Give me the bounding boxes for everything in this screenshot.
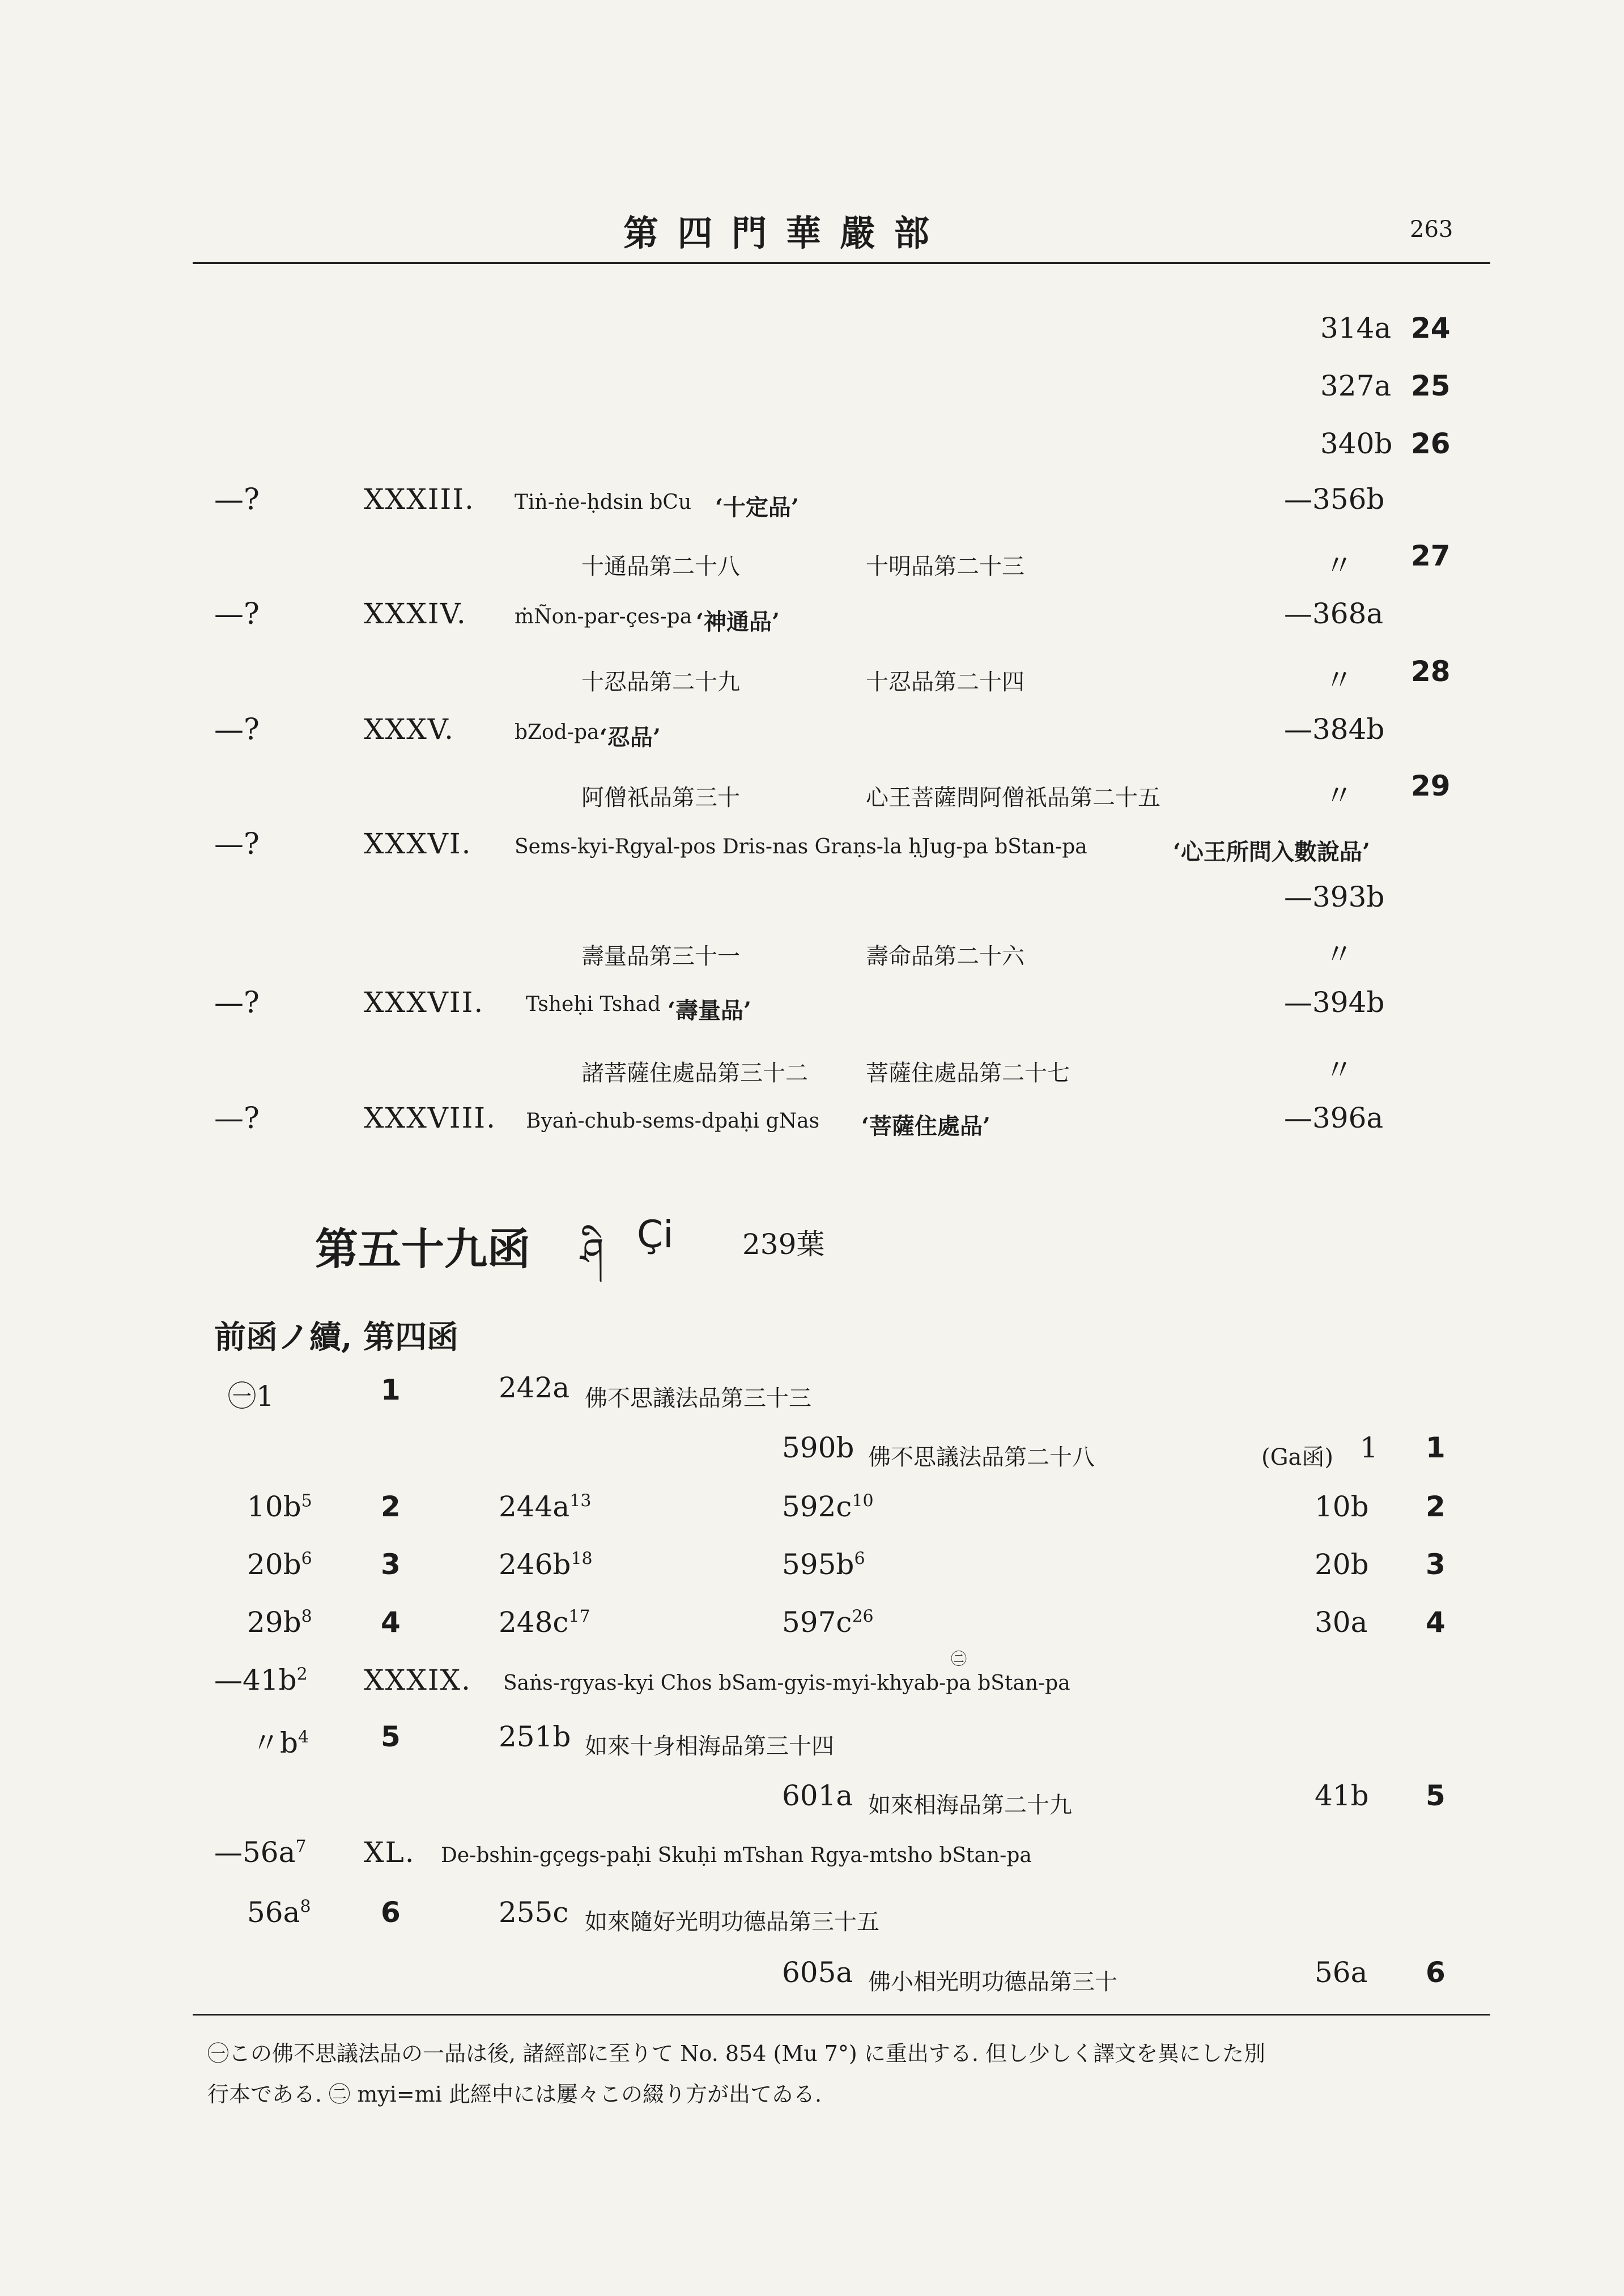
footnote-marker: ㊁ [951, 1649, 967, 1668]
ref-page: —396a [1284, 1102, 1384, 1134]
table-cell: $597c^{26}$ [782, 1606, 874, 1639]
header-rule [193, 262, 1490, 264]
chinese-parallel-left: 諸菩薩住處品第三十二 [581, 1060, 808, 1086]
ref-page: —368a [1284, 597, 1384, 630]
chapter-chinese: ‘忍品’ [600, 724, 661, 751]
tibetan-letter: ཤི [580, 1230, 604, 1274]
ref-page: —384b [1284, 713, 1385, 746]
footnote-line: ㊀この佛不思議法品の一品は後, 諸經部に至りて No. 854 (Mu 7°) に重出する. 但し少しく譯文を異にした別 [207, 2041, 1265, 2066]
chapter-chinese: ‘十定品’ [715, 494, 799, 521]
table-cell: 601a [782, 1779, 853, 1812]
chapter-ref: $—56a^7$ [214, 1836, 307, 1869]
table-cell: $29b^8$ [247, 1606, 312, 1639]
chapter-mark: —? [214, 986, 260, 1020]
chinese-parallel-left: 阿僧祇品第三十 [581, 785, 740, 811]
section-leaves: 239葉 [742, 1228, 825, 1261]
ditto-mark: 〃 [1325, 1053, 1353, 1086]
fascicle-number: 24 [1411, 312, 1451, 345]
chapter-tibetan: Sems-kyi-Rgyal-pos Dris-nas Graṇs-la ḥJug-pa bStan-pa [515, 835, 1087, 858]
ref-page: 327a [1320, 369, 1392, 402]
fascicle-number: 27 [1411, 539, 1451, 572]
chapter-chinese: ‘神通品’ [696, 609, 780, 635]
chinese-parallel-right: 十明品第二十三 [866, 554, 1024, 580]
chinese-parallel-left: 十通品第二十八 [581, 554, 740, 580]
chinese-parallel-right: 心王菩薩問阿僧祇品第二十五 [866, 785, 1160, 811]
fascicle-number: 26 [1411, 427, 1451, 460]
table-cell: 251b [499, 1720, 571, 1753]
table-cell: 如來相海品第二十九 [868, 1792, 1072, 1818]
table-cell: 1 [1426, 1431, 1446, 1464]
chapter-tibetan: Tsheḥi Tshad [526, 993, 661, 1016]
chapter-ref: $—41b^2$ [214, 1664, 308, 1697]
table-cell: 10b [1315, 1490, 1369, 1523]
table-cell: 30a [1315, 1606, 1368, 1639]
footnote-line: 行本である. ㊁ myi=mi 此經中には屢々この綴り方が出てゐる. [207, 2082, 822, 2107]
table-cell: 〃$b^4$ [252, 1727, 309, 1759]
table-cell: 6 [1426, 1956, 1446, 1989]
table-cell: 2 [1426, 1490, 1446, 1523]
table-cell: 590b [782, 1431, 854, 1464]
ditto-mark: 〃 [1325, 938, 1353, 971]
ditto-mark: 〃 [1325, 549, 1353, 582]
chapter-mark: —? [214, 827, 260, 861]
ditto-mark: 〃 [1325, 779, 1353, 812]
ref-page: —394b [1284, 986, 1385, 1019]
table-cell: $10b^5$ [247, 1490, 312, 1523]
running-header-title: 第 四 門 華 嚴 部 [623, 212, 933, 254]
table-cell: 605a [782, 1956, 853, 1989]
chapter-roman: XXXIV. [364, 597, 467, 630]
table-cell: 5 [1426, 1779, 1446, 1812]
table-cell: 4 [1426, 1606, 1446, 1639]
page-number: 263 [1410, 216, 1453, 243]
table-cell: ㊀1 [228, 1380, 274, 1413]
chapter-mark: —? [214, 713, 260, 747]
chinese-parallel-left: 十忍品第二十九 [581, 669, 740, 695]
table-cell: 如來隨好光明功德品第三十五 [585, 1909, 879, 1935]
chapter-tibetan: Saṅs-rgyas-kyi Chos bSam-gyis-myi-khyab-pa bStan-pa [503, 1672, 1070, 1695]
table-cell: $20b^6$ [247, 1548, 312, 1581]
section-subtitle: 前函ノ續, 第四函 [214, 1319, 458, 1356]
ref-page: —356b [1284, 483, 1385, 516]
table-cell: 1 [1360, 1431, 1378, 1464]
chinese-parallel-right: 十忍品第二十四 [866, 669, 1024, 695]
chinese-parallel-right: 壽命品第二十六 [866, 943, 1024, 970]
chapter-chinese: ‘壽量品’ [668, 997, 751, 1024]
table-cell: 41b [1315, 1779, 1369, 1812]
ref-page: —393b [1284, 881, 1385, 913]
table-cell: 佛小相光明功德品第三十 [868, 1969, 1117, 1995]
table-cell: 佛不思議法品第二十八 [868, 1444, 1095, 1470]
table-cell: 1 [381, 1374, 401, 1406]
chapter-roman: XXXVII. [364, 986, 484, 1019]
chapter-chinese: ‘心王所問入數說品’ [1173, 839, 1370, 865]
chapter-roman: XXXIX. [364, 1664, 472, 1697]
chapter-chinese: ‘菩薩住處品’ [861, 1113, 990, 1140]
table-cell: 佛不思議法品第三十三 [585, 1385, 811, 1411]
table-cell: 255c [499, 1896, 569, 1929]
chapter-mark: —? [214, 597, 260, 631]
chapter-roman: XL. [364, 1836, 415, 1869]
chapter-roman: XXXVI. [364, 827, 472, 860]
table-cell: $56a^8$ [247, 1896, 311, 1929]
table-cell: 56a [1315, 1956, 1368, 1989]
section-title: 第五十九函 [315, 1224, 530, 1274]
table-cell: $592c^{10}$ [782, 1490, 874, 1523]
table-cell: 2 [381, 1490, 401, 1523]
table-cell: 如來十身相海品第三十四 [585, 1733, 834, 1759]
table-cell: 20b [1315, 1548, 1369, 1581]
chapter-roman: XXXVIII. [364, 1102, 497, 1134]
section-romanized: Çi [637, 1213, 674, 1256]
table-cell: (Ga函) [1261, 1444, 1334, 1470]
fascicle-number: 28 [1411, 655, 1451, 688]
table-cell: $595b^6$ [782, 1548, 865, 1581]
chapter-tibetan: Tiṅ-ṅe-ḥdsin bCu [515, 491, 692, 514]
table-cell: 3 [1426, 1548, 1446, 1581]
table-cell: 3 [381, 1548, 401, 1581]
chapter-tibetan: Byaṅ-chub-sems-dpaḥi gNas [526, 1109, 820, 1133]
chinese-parallel-left: 壽量品第三十一 [581, 943, 740, 970]
chapter-roman: XXXIII. [364, 483, 475, 516]
fascicle-number: 29 [1411, 769, 1451, 802]
chapter-tibetan: De-bshin-gçegs-paḥi Skuḥi mTshan Rgya-mtsho bStan-pa [441, 1844, 1032, 1867]
chapter-tibetan: bZod-pa [515, 721, 600, 744]
chinese-parallel-right: 菩薩住處品第二十七 [866, 1060, 1070, 1086]
chapter-tibetan: ṁÑon-par-çes-pa [515, 605, 692, 628]
ref-page: 314a [1320, 312, 1392, 345]
table-cell: $244a^{13}$ [499, 1490, 592, 1523]
table-cell: $248c^{17}$ [499, 1606, 590, 1639]
chapter-roman: XXXV. [364, 713, 455, 746]
chapter-mark: —? [214, 483, 260, 517]
table-cell: 4 [381, 1606, 401, 1639]
footnote-rule [193, 2014, 1490, 2016]
table-cell: $246b^{18}$ [499, 1548, 593, 1581]
fascicle-number: 25 [1411, 369, 1451, 402]
table-cell: 242a [499, 1371, 570, 1404]
ref-page: 340b [1320, 427, 1393, 460]
ditto-mark: 〃 [1325, 664, 1353, 696]
table-cell: 6 [381, 1896, 401, 1929]
chapter-mark: —? [214, 1102, 260, 1136]
table-cell: 5 [381, 1720, 401, 1753]
